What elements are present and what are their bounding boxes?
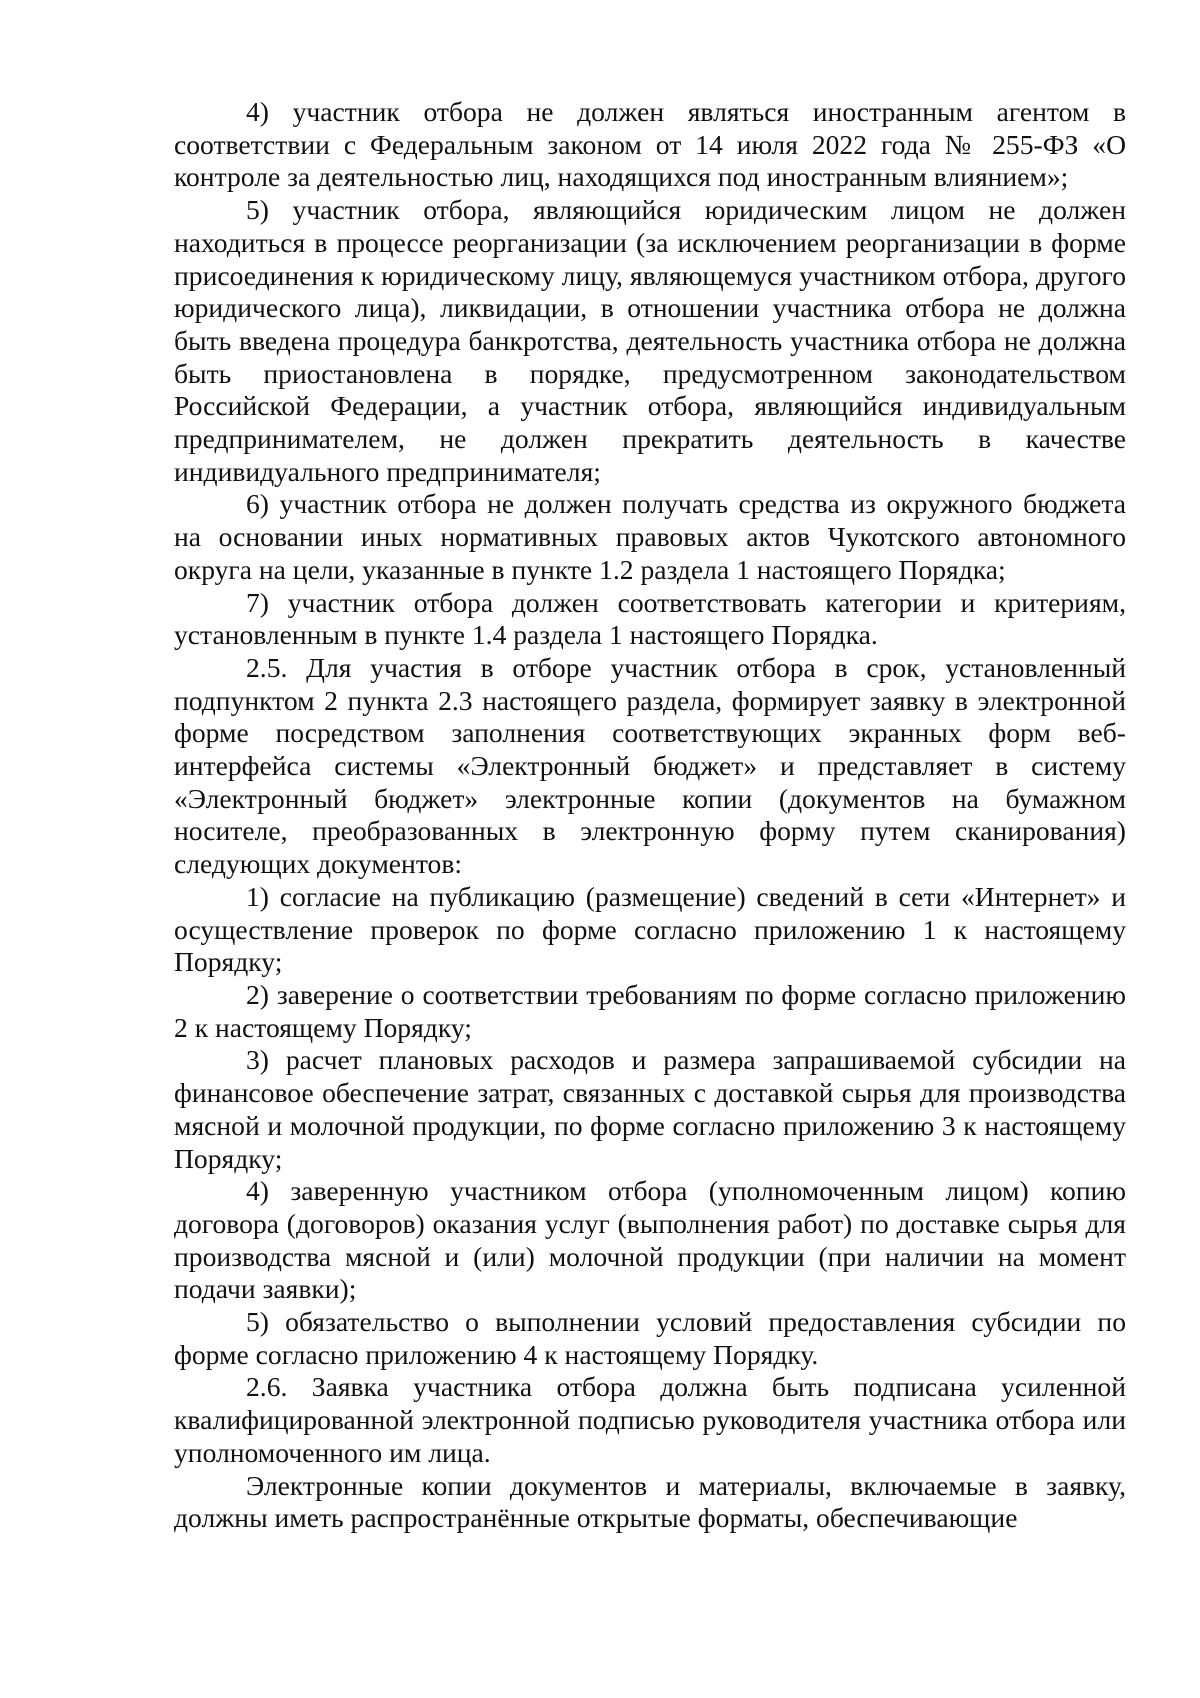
paragraph-item-4: 4) участник отбора не должен являться иностранным агентом в соответствии с Федеральным законом от 14 июля 2022 года № 255-ФЗ «О контроле за деятельностью лиц, находящихся под иностранным влиянием»; [174,96,1126,193]
paragraph-item-5: 5) участник отбора, являющийся юридическим лицом не должен находиться в процессе реорганизации (за исключением реорганизации в форме присоединения к юридическому лицу, являющемуся участником отбора, другого юридического лица), ликвидации, в отношении участника отбора не должна быть введена процедура банкротства, деятельность участника отбора не должна быть приостановлена в порядке, предусмотренном законодательством Российской Федерации, а участник отбора, являющийся индивидуальным предпринимателем, не должен прекратить деятельность в качестве индивидуального предпринимателя; [174,194,1126,487]
paragraph-electronic-copies: Электронные копии документов и материалы, включаемые в заявку, должны иметь распространённые открытые форматы, обеспечивающие [174,1469,1126,1534]
paragraph-section-2-5: 2.5. Для участия в отборе участник отбора в срок, установленный подпунктом 2 пункта 2.3 настоящего раздела, формирует заявку в электронной форме посредством заполнения соответствующих экранных форм веб-интерфейса системы «Электронный бюджет» и представляет в систему «Электронный бюджет» электронные копии (документов на бумажном носителе, преобразованных в электронную форму путем сканирования) следующих документов: [174,651,1126,880]
paragraph-doc-3: 3) расчет плановых расходов и размера запрашиваемой субсидии на финансовое обеспечение затрат, связанных с доставкой сырья для производства мясной и молочной продукции, по форме согласно приложению 3 к настоящему Порядку; [174,1044,1126,1174]
paragraph-doc-5: 5) обязательство о выполнении условий предоставления субсидии по форме согласно приложению 4 к настоящему Порядку. [174,1306,1126,1370]
paragraph-item-6: 6) участник отбора не должен получать средства из окружного бюджета на основании иных нормативных правовых актов Чукотского автономного округа на цели, указанные в пункте 1.2 раздела 1 настоящего Порядка; [174,488,1126,585]
paragraph-doc-2: 2) заверение о соответствии требованиям по форме согласно приложению 2 к настоящему Порядку; [174,978,1126,1043]
paragraph-doc-1: 1) согласие на публикацию (размещение) сведений в сети «Интернет» и осуществление проверок по форме согласно приложению 1 к настоящему Порядку; [174,880,1126,978]
paragraph-doc-4: 4) заверенную участником отбора (уполномоченным лицом) копию договора (договоров) оказания услуг (выполнения работ) по доставке сырья для производства мясной и (или) молочной продукции (при наличии на момент подачи заявки); [174,1175,1126,1305]
paragraph-section-2-6: 2.6. Заявка участника отбора должна быть подписана усиленной квалифицированной электронной подписью руководителя участника отбора или уполномоченного им лица. [174,1371,1126,1468]
document-body [174,96,1126,1535]
paragraph-item-7: 7) участник отбора должен соответствовать категории и критериям, установленным в пункте 1.4 раздела 1 настоящего Порядка. [174,586,1126,651]
